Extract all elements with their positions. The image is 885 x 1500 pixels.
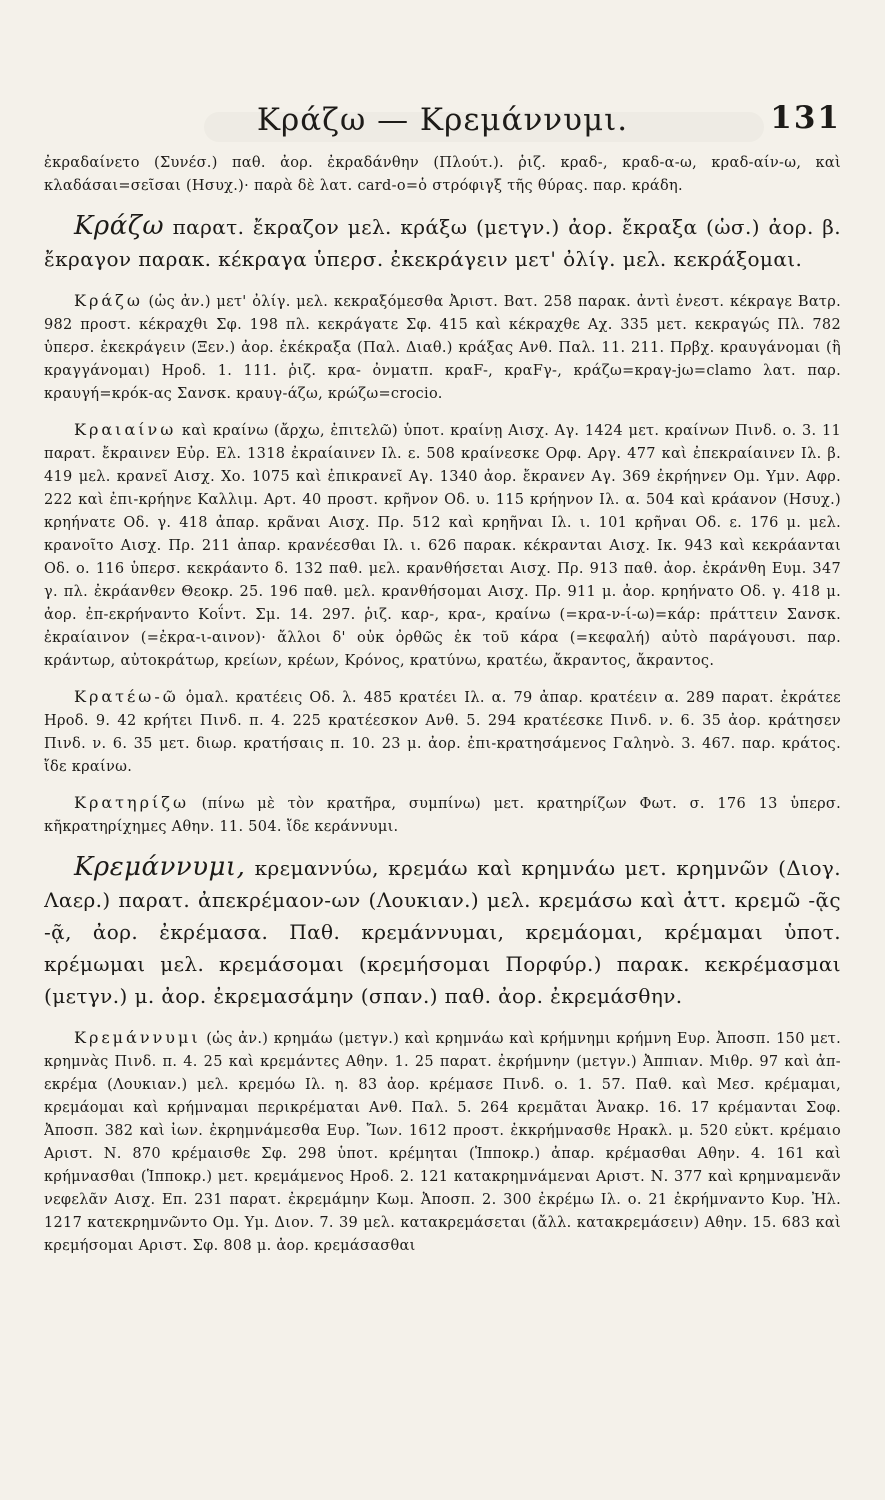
entry-kremannymi-main	[44, 851, 841, 1012]
entry-lemma: Κράζω	[74, 291, 143, 310]
entry-text: καὶ κραίνω (ἄρχω, ἐπιτελῶ) ὑποτ. κραίνῃ Αισχ. Αγ. 1424 μετ. κραίνων Πινδ. ο. 3. 11 παρατ. ἔκραινεν Εὐρ. Ελ. 1318 ἐκραίαινεν Ιλ. ε. 508 κραίνεσκε Ορφ. Αργ. 477 καὶ ἐπεκραίαινεν Ιλ. β. 419 μελ. κρανεῖ Αισχ. Χο. 1075 καὶ ἐπικρανεῖ Αγ. 1340 ἀορ. ἔκρανεν Αγ. 369 ἐκρήηνεν Ομ. Υμν. Αφρ. 222 καὶ ἐπι-κρήηνε Καλλιμ. Αρτ. 40 προστ. κρῆνον Οδ. υ. 115 κρήηνον Ιλ. α. 504 καὶ κράανον (Ησυχ.) κρηήνατε Οδ. γ. 418 ἀπαρ. κρᾶναι Αισχ. Πρ. 512 καὶ κρηῆναι Ιλ. ι. 101 κρῆναι Οδ. ε. 176 μ. μελ. κρανοῖτο Αισχ. Πρ. 211 ἀπαρ. κρανέεσθαι Ιλ. ι. 626 παρακ. κέκρανται Αισχ. Ικ. 943 καὶ κεκράανται Οδ. ο. 116 ὑπερσ. κεκράαντο δ. 132 παθ. μελ. κρανθήσεται Αισχ. Πρ. 913 παθ. ἀορ. ἐκράνθη Ευμ. 347 γ. πλ. ἐκράανθεν Θεοκρ. 25. 196 παθ. μελ. κρανθήσομαι Αισχ. Πρ. 911 μ. ἀορ. κρηήνατο Οδ. γ. 418 μ. ἀορ. ἐπ-εκρήναντο Κοΐντ. Σμ. 14. 297. ῥιζ. καρ-, κρα-, κραίνω (=κρα-ν-ί-ω)=κάρ: πράττειν Σανσκ. ἐκραίαινον (=ἐκρα-ι-αινον)· ἄλλοι δ' οὐκ ὀρθῶς ἐκ τοῦ κάρα (=κεφαλή) αὐτὸ παράγουσι. παρ. κράντωρ, αὐτοκράτωρ, κρείων, κρέων, Κρόνος, κρατύνω, κρατέω, ἄκραντος, ἄκραντος.	[44, 423, 841, 669]
entry-krazo-main	[44, 210, 841, 275]
entry-krateirizo	[44, 791, 841, 839]
dictionary-page	[44, 62, 841, 1482]
entry-text: ἐκραδαίνετο (Συνέσ.) παθ. ἀορ. ἐκραδάνθην (Πλούτ.). ῥιζ. κραδ-, κραδ-α-ω, κραδ-αίν-ω, καὶ κλαδάσαι=σεῖσαι (Ησυχ.)· παρὰ δὲ λατ. card-o=ὁ στρόφιγξ τῆς θύρας. παρ. κράδη.	[44, 155, 841, 194]
entry-text: (ὡς ἀν.) μετ' ὀλίγ. μελ. κεκραξόμεσθα Ἀριστ. Βατ. 258 παρακ. ἀντὶ ἐνεστ. κέκραγε Βατρ. 982 προστ. κέκραχθι Σφ. 198 πλ. κεκράγατε Σφ. 415 καὶ κέκραχθε Αχ. 335 μετ. κεκραγώς Πλ. 782 ὑπερσ. ἐκεκράγειν (Ξεν.) ἀορ. ἐκέκραξα (Παλ. Διαθ.) κράξας Ανθ. Παλ. 11. 211. Πρβχ. κραυγάνομαι (ἢ κραγγάνομαι) Ηροδ. 1. 111. ῥιζ. κρα- ὀνματπ. κραF-, κραFγ-, κράζω=κραγ-jω=clamo λατ. παρ. κραυγή=κρόκ-ας Σανσκ. κραυγ-άζω, κρώζω=crocio.	[44, 294, 841, 402]
entry-lemma: Κραιαίνω	[74, 420, 177, 439]
entry-krazo-detail	[44, 289, 841, 406]
entry-text: (πίνω μὲ τὸν κρατῆρα, συμπίνω) μετ. κρατηρίζων Φωτ. σ. 176 13 ὑπερσ. κῆκρατηρίχημες Αθην. 11. 504. ἴδε κεράννυμι.	[44, 796, 841, 835]
page-title: Κράζω — Κρεμάννυμι.	[256, 102, 629, 138]
running-head	[44, 62, 841, 148]
entry-continuation	[44, 152, 841, 198]
entry-lemma: Κράζω	[74, 211, 165, 241]
entry-kremannymi-detail	[44, 1026, 841, 1258]
entry-krateo	[44, 685, 841, 779]
entry-text: κρεμαννύω, κρεμάω καὶ κρημνάω μετ. κρημνῶν (Διογ. Λαερ.) παρατ. ἀπεκρέμαον-ων (Λουκιαν.) μελ. κρεμάσω καὶ ἀττ. κρεμῶ -ᾷς -ᾷ, ἀορ. ἐκρέμασα. Παθ. κρεμάννυμαι, κρεμάομαι, κρέμαμαι ὑποτ. κρέμωμαι μελ. κρεμάσομαι (κρεμήσομαι Πορφύρ.) παρακ. κεκρέμασμαι (μετγν.) μ. ἀορ. ἐκρεμασάμην (σπαν.) παθ. ἀορ. ἐκρεμάσθην.	[44, 856, 841, 1008]
entry-lemma: Κρατηρίζω	[74, 793, 189, 812]
entry-text: παρατ. ἔκραζον μελ. κράξω (μετγν.) ἀορ. ἔκραξα (ὡσ.) ἀορ. β. ἔκραγον παρακ. κέκραγα ὑπερσ. ἐκεκράγειν μετ' ὀλίγ. μελ. κεκράξομαι.	[44, 215, 841, 271]
entry-kraiaino	[44, 418, 841, 673]
entry-text: ὁμαλ. κρατέεις Οδ. λ. 485 κρατέει Ιλ. α. 79 ἀπαρ. κρατέειν α. 289 παρατ. ἐκράτεε Ηροδ. 9. 42 κρήτει Πινδ. π. 4. 225 κρατέεσκον Ανθ. 5. 294 κρατέεσκε Πινδ. ν. 6. 35 ἀορ. κράτησεν Πινδ. ν. 6. 35 μετ. διωρ. κρατήσαις π. 10. 23 μ. ἀορ. ἐπι-κρατησάμενος Γαληνὸ. 3. 467. παρ. κράτος. ἴδε κραίνω.	[44, 690, 841, 775]
entry-lemma: Κρεμάννυμι,	[74, 852, 246, 882]
page-number: 131	[770, 100, 841, 136]
entry-lemma: Κρατέω-ῶ	[74, 687, 179, 706]
entry-lemma: Κρεμάννυμι	[74, 1028, 201, 1047]
entry-text: (ὡς ἀν.) κρημάω (μετγν.) καὶ κρημνάω καὶ κρήμνημι κρήμνη Ευρ. Ἀποσπ. 150 μετ. κρημνὰς Πινδ. π. 4. 25 καὶ κρεμάντες Αθην. 1. 25 παρατ. ἐκρήμνην (μετγν.) Ἀππιαν. Μιθρ. 97 καὶ ἀπ-εκρέμα (Λουκιαν.) μελ. κρεμόω Ιλ. η. 83 ἀορ. κρέμασε Πινδ. ο. 1. 57. Παθ. καὶ Μεσ. κρέμαμαι, κρεμάομαι καὶ κρήμναμαι περικρέμαται Ανθ. Παλ. 5. 264 κρεμᾶται Ἀνακρ. 16. 17 κρέμανται Σοφ. Ἀποσπ. 382 καὶ ἰων. ἐκρημνάμεσθα Ευρ. Ἴων. 1612 προστ. ἐκκρήμνασθε Ηρακλ. μ. 520 εὐκτ. κρέμαιο Αριστ. Ν. 870 κρέμαισθε Σφ. 298 ὑποτ. κρέμηται (Ἱπποκρ.) ἀπαρ. κρέμασθαι Αθην. 4. 161 καὶ κρήμνασθαι (Ἱπποκρ.) μετ. κρεμάμενος Ηροδ. 2. 121 κατακρημνάμεναι Αριστ. Ν. 377 καὶ κρημναμενᾶν νεφελᾶν Αισχ. Επ. 231 παρατ. ἐκρεμάμην Κωμ. Ἀποσπ. 2. 300 ἐκρέμω Ιλ. ο. 21 ἐκρήμναντο Κυρ. Ἠλ. 1217 κατεκρημνῶντο Ομ. Υμ. Διον. 7. 39 μελ. κατακρεμάσεται (ἄλλ. κατακρεμάσειν) Αθην. 15. 683 καὶ κρεμήσομαι Αριστ. Σφ. 808 μ. ἀορ. κρεμάσασθαι	[44, 1031, 841, 1254]
